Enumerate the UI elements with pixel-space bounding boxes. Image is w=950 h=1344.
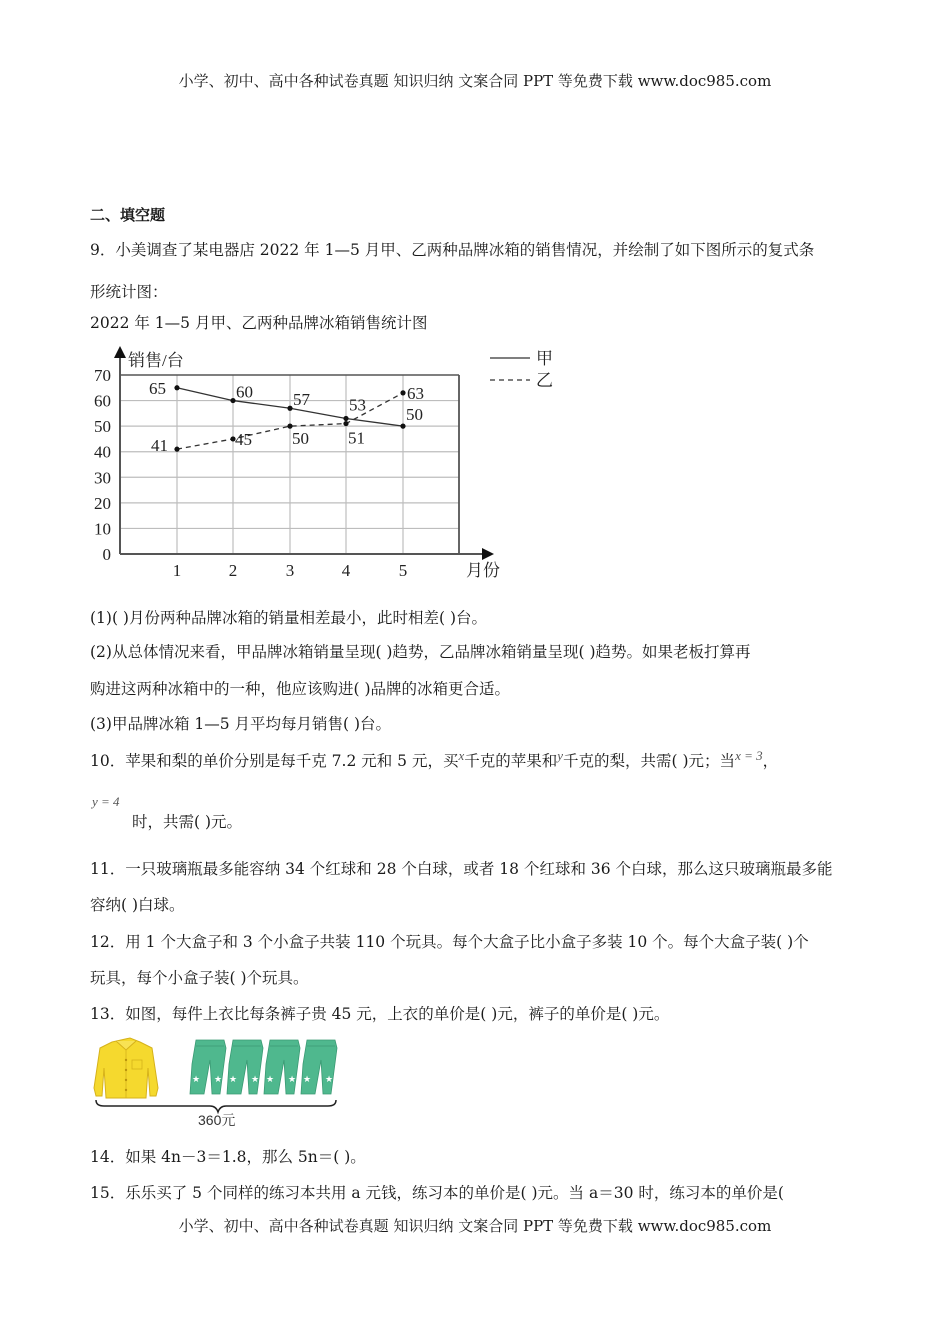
pants-group (190, 1040, 337, 1094)
svg-text:1: 1 (172, 561, 182, 580)
svg-text:甲: 甲 (536, 349, 553, 368)
q9-sub3: (3)甲品牌冰箱 1—5 月平均每月销售( )台。 (90, 715, 392, 733)
q10-line1 (90, 748, 778, 771)
q12-line2: 玩具，每个小盒子装( )个玩具。 (90, 969, 309, 987)
y-axis-label: 销售/台 (128, 351, 184, 370)
chart-title: 2022 年 1—5 月甲、乙两种品牌冰箱销售统计图 (90, 314, 428, 332)
pants-icon (264, 1040, 300, 1094)
q10-text-3: 千克的梨，共需( )元；当 (563, 752, 736, 771)
svg-text:★: ★ (251, 1075, 260, 1085)
svg-text:60: 60 (236, 382, 253, 402)
svg-text:★: ★ (288, 1075, 297, 1085)
svg-text:40: 40 (94, 442, 111, 462)
chart-series (149, 379, 424, 455)
pants-icon (190, 1040, 226, 1094)
svg-text:★: ★ (266, 1075, 275, 1085)
pants-icon (301, 1040, 337, 1094)
q10-text-1: 10．苹果和梨的单价分别是每千克 7.2 元和 5 元，买 (90, 752, 459, 771)
svg-text:★: ★ (192, 1075, 201, 1085)
q9-sub1: (1)( )月份两种品牌冰箱的销量相差最小，此时相差( )台。 (90, 609, 487, 627)
eq-y: y = 4 (92, 794, 120, 809)
svg-text:70: 70 (94, 366, 111, 385)
q11-line2: 容纳( )白球。 (90, 896, 185, 914)
pants-icon (227, 1040, 263, 1094)
svg-text:60: 60 (94, 391, 111, 411)
svg-text:★: ★ (229, 1075, 238, 1085)
svg-text:53: 53 (349, 395, 366, 415)
section-title: 二、填空题 (90, 206, 166, 224)
q12-line1: 12．用 1 个大盒子和 3 个小盒子共装 110 个玩具。每个大盒子比小盒子多装 10 个。每个大盒子装( )个 (90, 933, 809, 951)
svg-text:57: 57 (293, 390, 310, 410)
svg-text:30: 30 (94, 468, 111, 488)
svg-text:20: 20 (94, 493, 111, 513)
page-footer: 小学、初中、高中各种试卷真题 知识归纳 文案合同 PPT 等免费下载 www.doc985.com (178, 1217, 772, 1235)
q10-text-4: ， (762, 752, 779, 771)
shirt-icon (94, 1038, 158, 1098)
clothes-figure (90, 1034, 340, 1130)
y-axis-arrow-icon (114, 346, 126, 358)
svg-text:5: 5 (398, 561, 408, 580)
svg-text:63: 63 (407, 383, 424, 403)
svg-text:★: ★ (214, 1075, 223, 1085)
svg-text:3: 3 (285, 561, 295, 580)
svg-text:★: ★ (325, 1075, 334, 1085)
svg-text:10: 10 (94, 519, 111, 539)
sales-line-chart (85, 340, 553, 590)
q9-line1: 9．小美调查了某电器店 2022 年 1—5 月甲、乙两种品牌冰箱的销售情况，并绘制了如下图所示的复式条 (90, 241, 815, 259)
svg-text:50: 50 (292, 429, 309, 449)
q9-sub2a: (2)从总体情况来看，甲品牌冰箱销量呈现( )趋势，乙品牌冰箱销量呈现( )趋势。如果老板打算再 (90, 643, 751, 661)
q11-line1: 11．一只玻璃瓶最多能容纳 34 个红球和 28 个白球，或者 18 个红球和 36 个白球，那么这只玻璃瓶最多能 (90, 860, 833, 878)
q10-text-2: 千克的苹果和 (464, 752, 558, 771)
svg-text:4: 4 (341, 561, 351, 580)
q9-sub2b: 购进这两种冰箱中的一种，他应该购进( )品牌的冰箱更合适。 (90, 680, 511, 698)
svg-text:2: 2 (228, 561, 238, 580)
q10-line2: 时，共需( )元。 (132, 813, 243, 831)
svg-text:65: 65 (149, 378, 166, 398)
chart-legend (490, 349, 553, 390)
x-tick-labels (173, 561, 408, 580)
y-tick-labels (94, 366, 111, 564)
svg-text:51: 51 (348, 428, 365, 448)
var-y: y (557, 748, 564, 763)
q9-line2: 形统计图： (90, 283, 168, 301)
svg-text:0: 0 (102, 545, 111, 564)
q14-line1: 14．如果 4n－3＝1.8，那么 5n＝( )。 (90, 1148, 366, 1166)
svg-text:50: 50 (94, 417, 111, 437)
svg-text:41: 41 (151, 436, 168, 456)
svg-text:50: 50 (406, 405, 423, 425)
var-x: x (458, 748, 465, 763)
svg-text:乙: 乙 (536, 371, 553, 390)
q15-line1: 15．乐乐买了 5 个同样的练习本共用 a 元钱，练习本的单价是( )元。当 a＝30 时，练习本的单价是( (90, 1184, 784, 1202)
eq-x: x = 3 (735, 748, 763, 763)
q13-line1: 13．如图，每件上衣比每条裤子贵 45 元，上衣的单价是( )元，裤子的单价是( )元。 (90, 1005, 670, 1023)
figure-total-label: 360元 (198, 1112, 236, 1128)
page-header: 小学、初中、高中各种试卷真题 知识归纳 文案合同 PPT 等免费下载 www.doc985.com (178, 72, 772, 90)
x-axis-label: 月份 (466, 561, 500, 580)
svg-text:45: 45 (235, 429, 252, 449)
svg-text:★: ★ (303, 1075, 312, 1085)
x-axis-arrow-icon (482, 548, 494, 560)
